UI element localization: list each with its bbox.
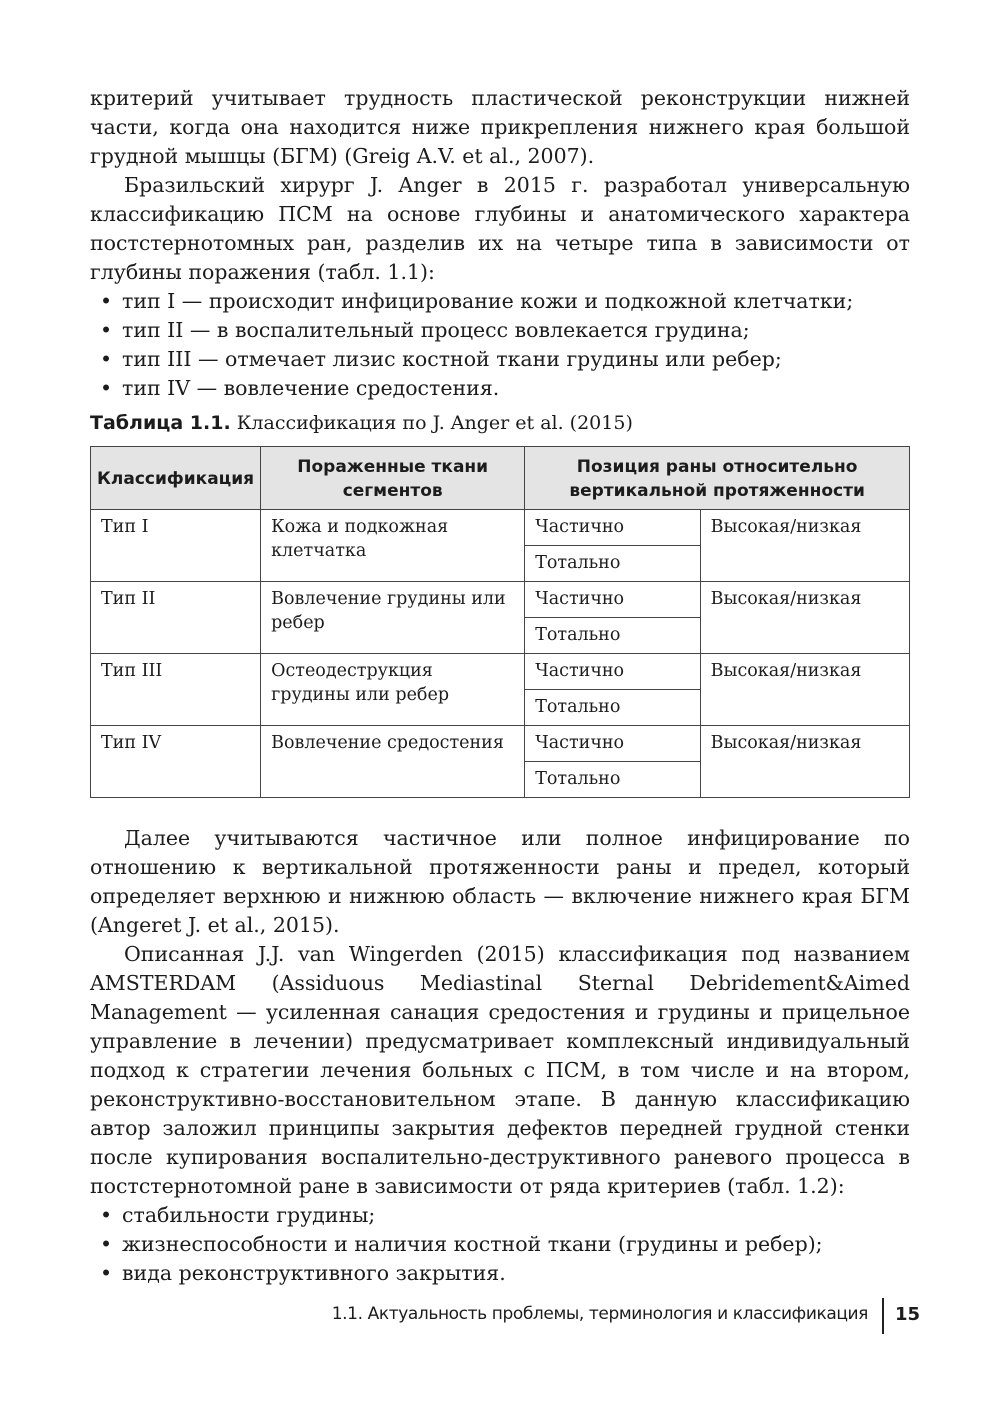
- classification-table: [90, 446, 910, 798]
- cell-position: Высокая/низкая: [700, 726, 909, 798]
- cell-extent: Частично: [525, 654, 700, 690]
- list-item: • тип III — отмечает лизис костной ткани грудины или ребер;: [122, 345, 910, 374]
- cell-type: Тип III: [91, 654, 261, 726]
- type-list: [90, 287, 910, 403]
- cell-tissue: Вовлечение средостения: [261, 726, 525, 798]
- cell-extent: Тотально: [525, 762, 700, 798]
- table-caption-label: Таблица 1.1.: [90, 412, 231, 434]
- cell-extent: Частично: [525, 510, 700, 546]
- table-header-row: [91, 447, 910, 510]
- header-position: Позиция раны относительно вертикальной протяженности: [525, 447, 910, 510]
- paragraph-intro-continued: критерий учитывает трудность пластической реконструкции нижней части, когда она находится ниже прикрепления нижнего края большой грудной мышцы (БГМ) (Greig A.V. et al., 2007).: [90, 86, 910, 168]
- criteria-list: [90, 1201, 910, 1288]
- list-item: • тип IV — вовлечение средостения.: [122, 374, 910, 403]
- cell-tissue: Вовлечение грудины или ребер: [261, 582, 525, 654]
- paragraph-infection-extent: Далее учитываются частичное или полное инфицирование по отношению к вертикальной протяженности раны и предел, который определяет верхнюю и нижнюю область — включение нижнего края БГМ (Angeret J. et al., 2015).: [90, 826, 910, 937]
- cell-extent: Тотально: [525, 690, 700, 726]
- section-title: 1.1. Актуальность проблемы, терминология и классификация: [331, 1304, 868, 1324]
- list-item: • жизнеспособности и наличия костной ткани (грудины и ребер);: [122, 1230, 910, 1259]
- header-classification: Классификация: [91, 447, 261, 510]
- list-item: • тип I — происходит инфицирование кожи и подкожной клетчатки;: [122, 287, 910, 316]
- cell-extent: Тотально: [525, 546, 700, 582]
- header-tissues: Пораженные ткани сегментов: [261, 447, 525, 510]
- cell-type: Тип I: [91, 510, 261, 582]
- cell-extent: Частично: [525, 582, 700, 618]
- paragraph-anger: Бразильский хирург J. Anger в 2015 г. разработал универсальную классификацию ПСМ на основе глубины и анатомического характера постстернотомных ран, разделив их на четыре типа в зависимости от глубины поражения (табл. 1.1):: [90, 173, 910, 284]
- cell-tissue: Остеодеструкция грудины или ребер: [261, 654, 525, 726]
- list-item: • стабильности грудины;: [122, 1201, 910, 1230]
- table-row: [91, 510, 910, 546]
- table-row: [91, 582, 910, 618]
- cell-position: Высокая/низкая: [700, 582, 909, 654]
- cell-type: Тип IV: [91, 726, 261, 798]
- paragraph-amsterdam: Описанная J.J. van Wingerden (2015) классификация под названием AMSTERDAM (Assiduous Mediastinal Sternal Debridement&Aimed Management — усиленная санация средостения и грудины и прицельное управление в лечении) предусматривает комплексный индивидуальный подход к стратегии лечения больных с ПСМ, в том числе и на втором, реконструктивно-восстановительном этапе. В данную классификацию автор заложил принципы закрытия дефектов передней грудной стенки после купирования воспалительно-деструктивного раневого процесса в постстернотомной ране в зависимости от ряда критериев (табл. 1.2):: [90, 942, 910, 1198]
- cell-position: Высокая/низкая: [700, 654, 909, 726]
- cell-type: Тип II: [91, 582, 261, 654]
- list-item: • тип II — в воспалительный процесс вовлекается грудина;: [122, 316, 910, 345]
- footer-divider: [882, 1298, 884, 1334]
- table-row: [91, 726, 910, 762]
- list-item: • вида реконструктивного закрытия.: [122, 1259, 910, 1288]
- cell-position: Высокая/низкая: [700, 510, 909, 582]
- page-number: 15: [894, 1304, 920, 1325]
- table-caption-text: Классификация по J. Anger et al. (2015): [230, 412, 633, 434]
- table-caption: [90, 409, 910, 437]
- cell-extent: Частично: [525, 726, 700, 762]
- cell-extent: Тотально: [525, 618, 700, 654]
- page-content: [90, 84, 910, 1288]
- running-footer: [90, 1298, 920, 1332]
- table-row: [91, 654, 910, 690]
- cell-tissue: Кожа и подкожная клетчатка: [261, 510, 525, 582]
